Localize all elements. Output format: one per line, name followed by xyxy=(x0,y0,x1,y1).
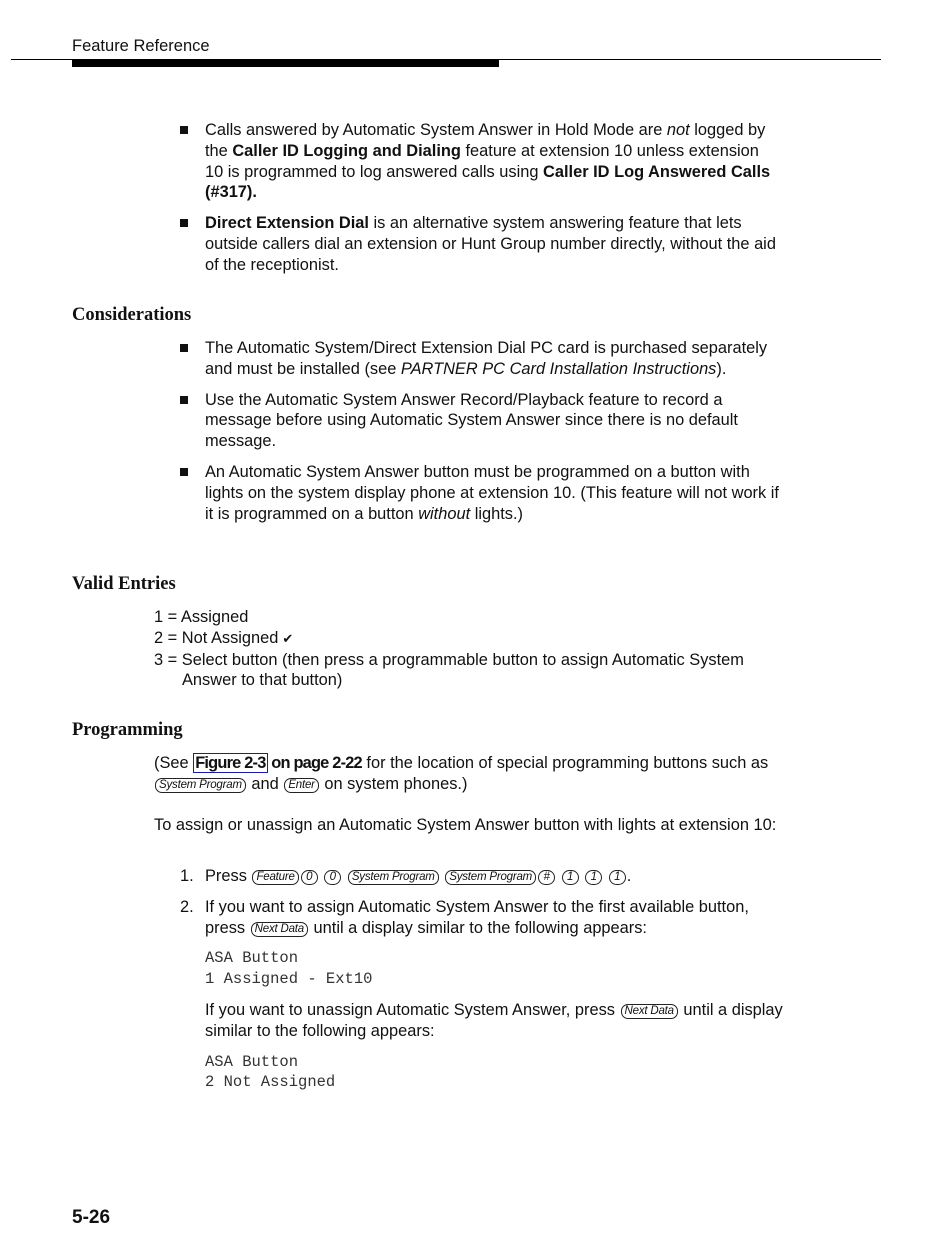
programming-heading: Programming xyxy=(72,720,183,740)
default-check-icon: ✔ xyxy=(282,630,294,646)
one-key: 1 xyxy=(585,870,602,885)
considerations-heading: Considerations xyxy=(72,305,192,325)
one-key: 1 xyxy=(562,870,579,885)
unassign-paragraph: If you want to unassign Automatic System Answer, press Next Data until a display similar to the following appears: xyxy=(205,1000,783,1040)
system-program-key: System Program xyxy=(445,870,536,885)
bullet-square-icon xyxy=(180,468,188,476)
enter-key: Enter xyxy=(284,778,319,793)
entry-assigned: 1 = Assigned xyxy=(154,608,249,626)
step-1: 1. Press Feature 0 0 System Program System Program # 1 1 1 . xyxy=(180,867,632,885)
system-program-key: System Program xyxy=(155,778,246,793)
feature-key: Feature xyxy=(252,870,298,885)
valid-entries-heading: Valid Entries xyxy=(72,574,176,594)
display-assigned: ASA Button 1 Assigned - Ext10 xyxy=(205,949,373,989)
see-figure-paragraph: (See Figure 2-3 on page 2-22 for the location of special programming buttons such as System Program and Enter on system phones.) xyxy=(154,754,769,793)
next-data-key: Next Data xyxy=(251,922,308,937)
bullet-record-playback: Use the Automatic System Answer Record/Playback feature to record a message before using Automatic System Answer since there is no default message. xyxy=(205,390,780,452)
display-not-assigned: ASA Button 2 Not Assigned xyxy=(205,1052,336,1092)
intro-bullet-list xyxy=(205,120,780,276)
considerations-list xyxy=(205,338,780,524)
header-rule-thick xyxy=(72,60,499,67)
running-header: Feature Reference xyxy=(72,37,210,55)
valid-entries-list xyxy=(154,607,784,691)
bullet-square-icon xyxy=(180,396,188,404)
hash-key: # xyxy=(538,870,555,885)
zero-key: 0 xyxy=(324,870,341,885)
bullet-caller-id-logging: Calls answered by Automatic System Answer in Hold Mode are not logged by the Caller ID Logging and Dialing feature at extension 10 unless extension 10 is programmed to log answered calls using Caller ID Log Answered Calls (#317). xyxy=(205,120,780,203)
page-ref: on page 2-22 xyxy=(267,754,362,772)
entry-select-button: 3 = Select button (then press a programmable button to assign Automatic System xyxy=(154,650,744,669)
bullet-pc-card: The Automatic System/Direct Extension Dial PC card is purchased separately and must be installed (see PARTNER PC Card Installation Instructions). xyxy=(205,338,780,380)
one-key: 1 xyxy=(609,870,626,885)
page-number: 5-26 xyxy=(72,1207,111,1228)
programming-steps xyxy=(180,866,785,1093)
assign-intro: To assign or unassign an Automatic System Answer button with lights at extension 10: xyxy=(154,816,777,834)
next-data-key: Next Data xyxy=(621,1004,678,1019)
bullet-direct-extension-dial: Direct Extension Dial is an alternative system answering feature that lets outside callers dial an extension or Hunt Group number directly, without the aid of the receptionist. xyxy=(205,213,780,275)
bullet-button-with-lights: An Automatic System Answer button must be programmed on a button with lights on the system display phone at extension 10. (This feature will not work if it is programmed on a button without lights.) xyxy=(205,462,780,524)
bullet-square-icon xyxy=(180,126,188,134)
figure-link[interactable]: Figure 2-3 xyxy=(195,754,266,772)
step-2: 2. If you want to assign Automatic System Answer to the first available button, press Next Data until a display similar to the following appears: ASA Button 1 Assigned - Ext10 If you want to unassign Automatic System Answer, press Next Data until a display similar to the following appears: ASA Button 2 Not Assigned xyxy=(205,897,785,1093)
system-program-key: System Program xyxy=(348,870,439,885)
entry-not-assigned: 2 = Not Assigned ✔ xyxy=(154,628,294,647)
bullet-square-icon xyxy=(180,344,188,352)
entry-select-button-cont: Answer to that button) xyxy=(182,671,343,690)
bullet-square-icon xyxy=(180,219,188,227)
zero-key: 0 xyxy=(301,870,318,885)
